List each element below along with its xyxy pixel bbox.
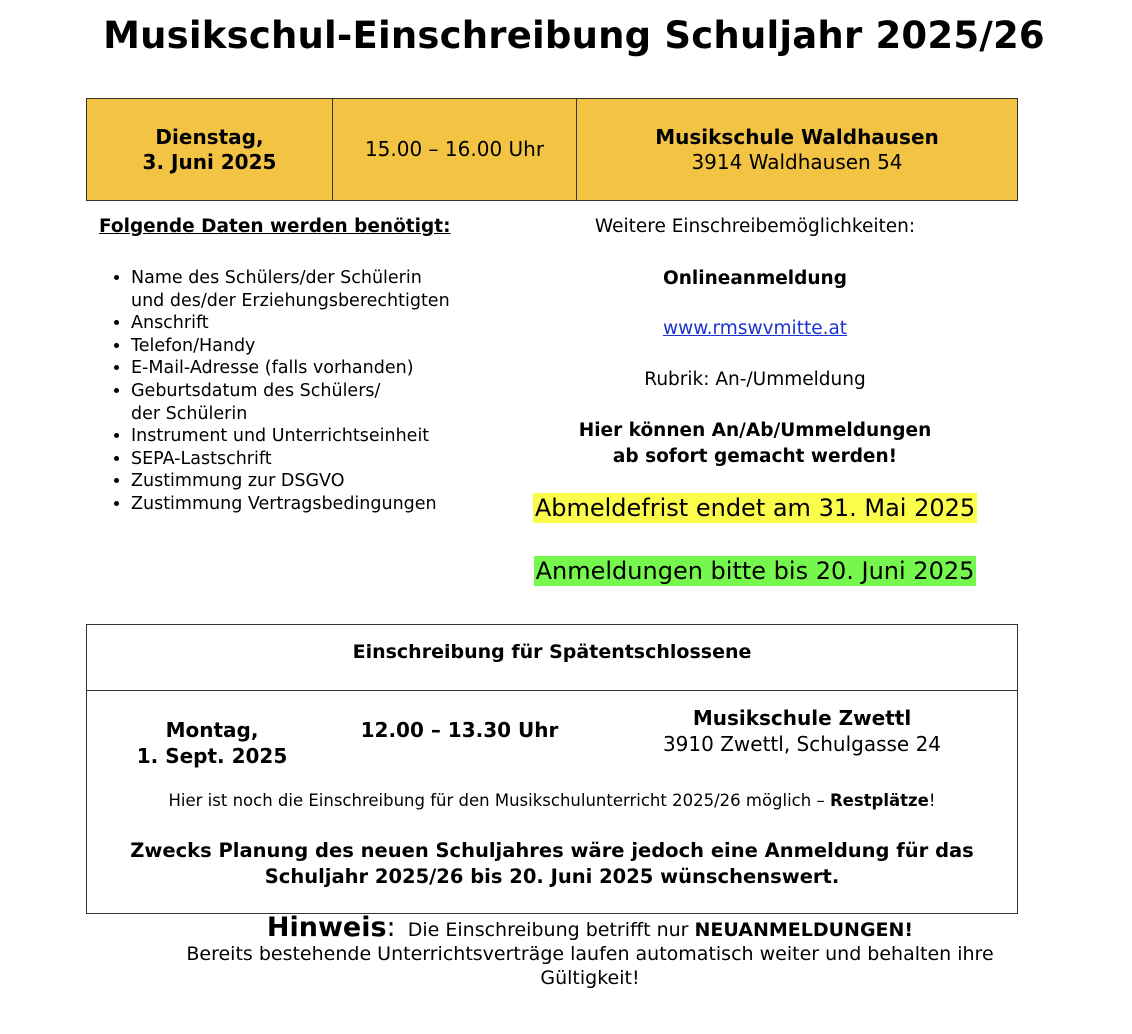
location-address: 3914 Waldhausen 54 [691,149,903,174]
required-data-item: • Zustimmung Vertragsbedingungen [131,493,529,516]
required-data-item: • Zustimmung zur DSGVO [131,470,529,493]
hint-text: Die Einschreibung betrifft nur [407,919,695,941]
late-date-cell [97,717,327,769]
hint-line-3: Gültigkeit! [540,967,640,989]
required-data-heading: Folgende Daten werden benötigt: [99,216,451,237]
late-day-label: Montag, [165,718,259,742]
location-name: Musikschule Waldhausen [655,124,939,149]
changes-line-1: Hier können An/Ab/Ummeldungen [578,420,932,441]
late-location-address: 3910 Zwettl, Schulgasse 24 [662,732,942,756]
required-data-item: • Geburtsdatum des Schülers/ der Schülerin [131,380,529,425]
time-label: 15.00 – 16.00 Uhr [364,137,545,161]
online-heading: Onlineanmeldung [663,268,847,289]
options-intro: Weitere Einschreibemöglichkeiten: [594,216,916,237]
hint-bold: NEUANMELDUNGEN! [694,919,914,941]
page-title: Musikschul-Einschreibung Schuljahr 2025/26 [103,14,1045,57]
late-date-label: 1. Sept. 2025 [136,744,288,768]
day-label: Dienstag, [155,124,264,149]
required-data-item: • Name des Schülers/der Schülerin und des/der Erziehungsberechtigten [131,267,529,312]
changes-line-2: ab sofort gemacht werden! [612,446,898,467]
required-data-item: • Instrument und Unterrichtseinheit [131,425,529,448]
hint-line-2: Bereits bestehende Unterrichtsverträge laufen automatisch weiter und behalten ihre [186,943,994,965]
registration-date-table [86,98,1018,201]
required-data-item: • Anschrift [131,312,529,335]
late-registration-box [86,624,1018,914]
hint-label: Hinweis [266,912,387,943]
late-time-label: 12.00 – 13.30 Uhr [360,718,559,742]
required-data-item: • SEPA-Lastschrift [131,448,529,471]
rubric-label: Rubrik: An-/Ummeldung [644,369,866,390]
required-data-list [99,267,529,516]
hint-section: Hinweis: Die Einschreibung betrifft nur NEUANMELDUNGEN! Bereits bestehende Unterrichtsverträge laufen automatisch weiter und behalten ihre Gültigkeit! [120,916,1060,990]
date-label: 3. Juni 2025 [142,149,277,174]
time-cell [333,99,577,201]
planning-note: Zwecks Planung des neuen Schuljahres wäre jedoch eine Anmeldung für das Schuljahr 2025/26 bis 20. Juni 2025 wünschenswert. [130,839,974,888]
late-location-cell [617,705,987,757]
late-registration-heading: Einschreibung für Spätentschlossene [87,625,1017,691]
date-cell [87,99,333,201]
registration-deadline: Anmeldungen bitte bis 20. Juni 2025 [535,557,975,585]
deregistration-deadline: Abmeldefrist endet am 31. Mai 2025 [534,494,976,522]
website-link[interactable]: www.rmswvmitte.at [662,318,848,339]
late-location-name: Musikschule Zwettl [692,706,912,730]
late-note: Hier ist noch die Einschreibung für den Musikschulunterricht 2025/26 möglich – Restplätze! [168,791,936,810]
required-data-item: • Telefon/Handy [131,335,529,358]
restplaetze-label: Restplätze [829,791,929,810]
location-cell [577,99,1018,201]
required-data-item: • E-Mail-Adresse (falls vorhanden) [131,357,529,380]
required-data-section [99,216,529,516]
